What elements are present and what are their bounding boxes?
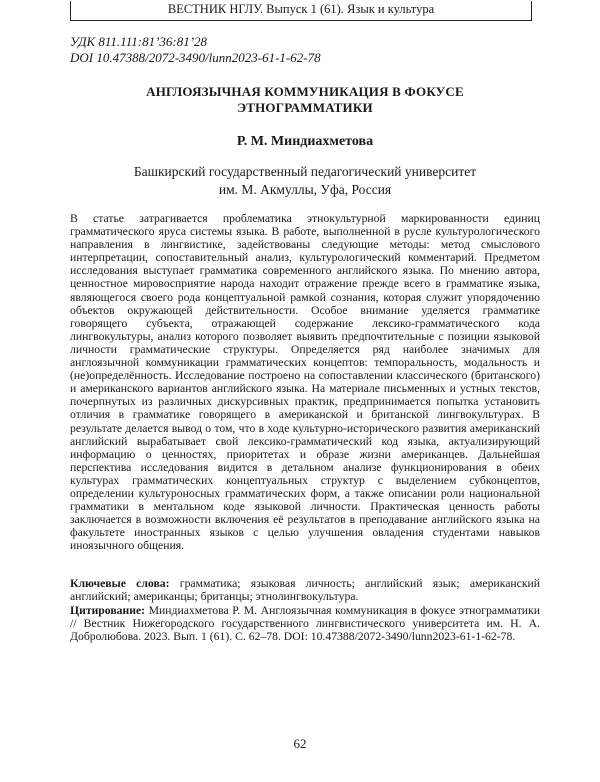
citation-text: Миндиахметова Р. М. Англоязычная коммуникация в фокусе этнограмматики // Вестник Нижегородского государственного лингвистического университета им. Н. А. Добролюбова. 2023. Вып. 1 (61). С. 62–78. DOI: 10.47388/2072-3490/lunn2023-61-1-62-78. <box>70 604 540 644</box>
affiliation-line-1: Башкирский государственный педагогический университет <box>133 164 477 179</box>
author-affiliation <box>70 163 540 199</box>
page-number: 62 <box>293 736 307 751</box>
keywords-list: грамматика; языковая личность; английский язык; американский английский; американцы; британцы; этнолингвокультура. <box>70 577 541 604</box>
affiliation-line-2: им. М. Акмуллы, Уфа, Россия <box>218 182 392 197</box>
citation-block <box>70 604 540 643</box>
article-title-line-2: ЭТНОГРАММАТИКИ <box>237 100 373 115</box>
keywords-block <box>70 577 540 603</box>
keywords-label: Ключевые слова: <box>70 577 180 590</box>
udk-code: УДК 811.111:81’36:81’28 <box>70 34 208 49</box>
abstract-text: В статье затрагивается проблематика этнокультурной маркированности единиц грамматического яруса системы языка. В работе, выполненной в русле культурологического направления в лингвистике, задействованы следующие методы: метод смыслового интерпретации, сопоставительный анализ, культурологический комментарий. Предметом исследования выступает грамматика современного английского языка. По мнению автора, ценностное мировосприятие народа находит отражение прежде всего в грамматике языка, являющегося своего рода концептуальной рамкой сознания, которая служит упорядочению объектов окружающей действительности. Особое внимание уделяется грамматике говорящего субъекта, отражающей содержание лексико-грамматического кода лингвокультуры, анализ которого позволяет выявить предпочтительные с позиции языковой личности грамматические структуры. Определяется ряд наиболее значимых для англоязычной коммуникации грамматических концептов: темпоральность, модальность и (не)определённость. Исследование построено на сопоставлении классического (британского) и американского вариантов английского языка. На материале письменных и устных текстов, почерпнутых из различных дискурсивных практик, предпринимается попытка установить отличия в грамматике говорящего в американской и британской лингвокультурах. В результате делается вывод о том, что в ходе культурно-исторического развития американский английский вырабатывает свой лексико-грамматический код языка, актуализирующий информацию о ценностях, приоритетах и образе жизни американцев. Дальнейшая перспектива исследования видится в детальном анализе функционирования в обеих культурах грамматических концептуальных структур с выделением субконцептов, определении культуроносных грамматических форм, а также описании роли национальной грамматики в ментальном коде языковой личности. Практическая ценность работы заключается в возможности включения её результатов в преподавание английского языка на факультете иностранных языков с целью улучшения овладения студентами навыков иноязычного общения. <box>70 212 540 553</box>
article-title <box>70 84 540 116</box>
abstract <box>70 212 540 552</box>
article-identifiers <box>70 34 540 66</box>
author-name: Р. М. Миндиахметова <box>236 134 374 149</box>
running-header: ВЕСТНИК НГЛУ. Выпуск 1 (61). Язык и культура <box>70 1 532 21</box>
citation-label: Цитирование: <box>70 604 149 617</box>
article-title-line-1: АНГЛОЯЗЫЧНАЯ КОММУНИКАЦИЯ В ФОКУСЕ <box>146 84 464 99</box>
doi-link[interactable]: DOI 10.47388/2072-3490/lunn2023-61-1-62-78 <box>70 50 321 65</box>
